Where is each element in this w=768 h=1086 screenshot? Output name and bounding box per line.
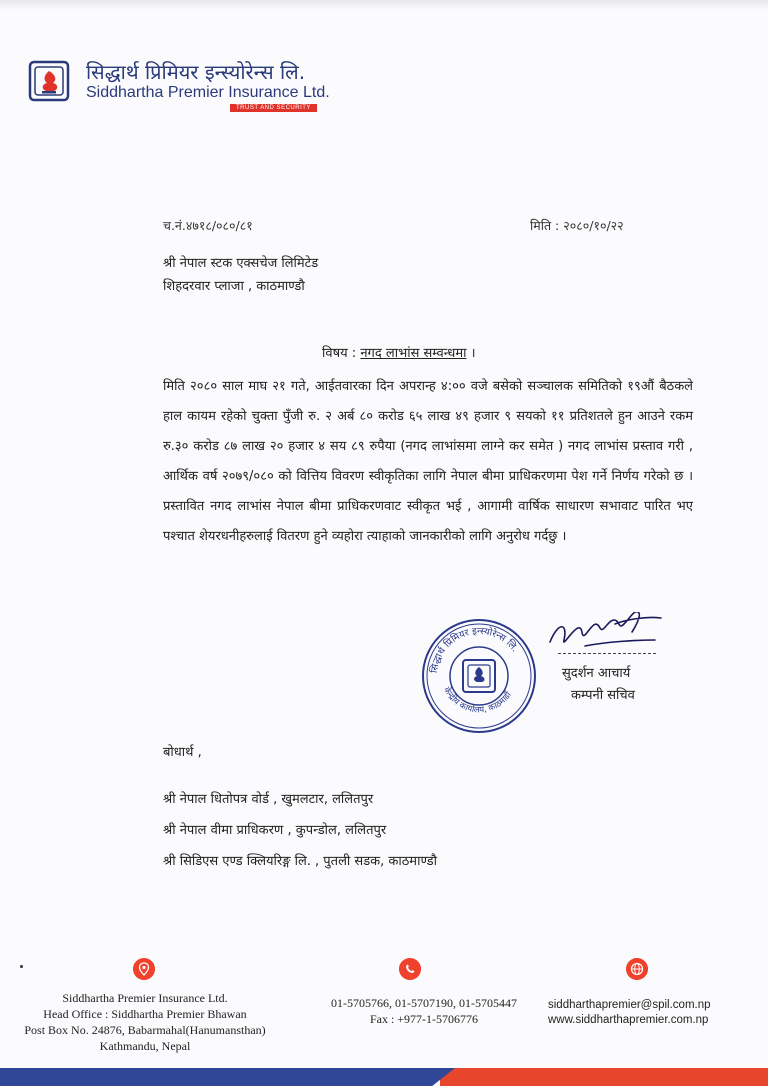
footer-address-line-1: Siddhartha Premier Insurance Ltd. (62, 991, 228, 1005)
letter-date: मिति : २०८०/१०/२२ (530, 218, 624, 233)
cc-item: श्री नेपाल वीमा प्राधिकरण , कुपन्डोल, ललितपुर (163, 823, 387, 838)
company-name-nepali: सिद्धार्थ प्रिमियर इन्स्योरेन्स लि. (86, 60, 306, 84)
footer-address-line-4: Kathmandu, Nepal (99, 1039, 191, 1053)
company-name-english: Siddhartha Premier Insurance Ltd. (86, 84, 330, 101)
subject-end: । (470, 346, 476, 361)
footer-bar-blue (0, 1068, 455, 1086)
scan-edge (0, 0, 768, 10)
footer-web (548, 998, 711, 1028)
signature-line (558, 653, 656, 654)
company-logo-icon (28, 60, 70, 102)
handwritten-signature (545, 612, 665, 656)
cc-item: श्री सिडिएस एण्ड क्लियरिङ्ग लि. , पुतली सडक, काठमाण्डौ (163, 854, 437, 869)
footer-address-line-2: Head Office : Siddhartha Premier Bhawan (43, 1007, 247, 1021)
stamp-bottom-text: केन्द्रीय कार्यालय, काठमाडौं (441, 685, 514, 716)
company-tagline: TRUST AND SECURITY (230, 104, 317, 112)
signatory-name: सुदर्शन आचार्य (562, 666, 631, 681)
location-pin-icon (133, 958, 155, 980)
scan-speck (20, 965, 23, 968)
footer-bar-red (440, 1068, 768, 1086)
stamp-top-text: सिद्धार्थ प्रिमियर इन्स्योरेन्स लि. (428, 625, 521, 674)
subject-label: विषय : (322, 346, 357, 361)
subject-line (322, 343, 476, 361)
recipient-line-2: शिहदरवार प्लाजा , काठमाण्डौ (163, 279, 305, 294)
footer-contact (310, 995, 538, 1027)
footer-address-line-3: Post Box No. 24876, Babarmahal(Hanumansthan) (24, 1023, 266, 1037)
subject-text: नगद लाभांस सम्वन्धमा (360, 346, 467, 361)
footer-website[interactable]: www.siddharthapremier.com.np (548, 1014, 709, 1026)
company-seal-stamp (420, 617, 538, 735)
reference-number: च.नं.४७१८/०८०/८१ (163, 218, 253, 233)
footer-email[interactable]: siddharthapremier@spil.com.np (548, 999, 711, 1011)
globe-icon (626, 958, 648, 980)
letter-body: मिति २०८० साल माघ २१ गते, आईतवारका दिन अपरान्ह ४:०० वजे बसेको सञ्चालक समितिको १९औं बैठकले हाल कायम रहेको चुक्ता पुँजी रु. २ अर्ब ८० करोड ६५ लाख ४९ हजार ९ सयको ११ प्रतिशतले हुन आउने रकम रु.३० करोड ८७ लाख २० हजार ४ सय ८९ रुपैया (नगद लाभांसमा लाग्ने कर समेत ) नगद लाभांस प्रस्ताव गरी , आर्थिक वर्ष २०७९/०८० को वित्तिय विवरण स्वीकृतिका लागि नेपाल बीमा प्राधिकरणमा पेश गर्ने निर्णय गरेको छ । प्रस्तावित नगद लाभांस नेपाल बीमा प्राधिकरणवाट स्वीकृत भई , आगामी वार्षिक साधारण सभावाट पारित भए पश्चात शेयरधनीहरुलाई वितरण हुने व्यहोरा त्याहाको जानकारीको लागि अनुरोध गर्दछु । (163, 379, 693, 544)
footer-address (0, 990, 290, 1054)
cc-heading: बोधार्थ , (163, 745, 202, 760)
svg-text:केन्द्रीय कार्यालय, काठमाडौं (441, 685, 514, 715)
footer-fax: Fax : +977-1-5706776 (369, 1012, 479, 1026)
footer-phones: 01-5705766, 01-5707190, 01-5705447 (331, 996, 517, 1010)
cc-item: श्री नेपाल धितोपत्र वोर्ड , खुमलटार, ललितपुर (163, 792, 374, 807)
phone-icon (399, 958, 421, 980)
recipient-line-1: श्री नेपाल स्टक एक्सचेज लिमिटेड (163, 256, 319, 271)
signatory-title: कम्पनी सचिव (571, 688, 635, 703)
